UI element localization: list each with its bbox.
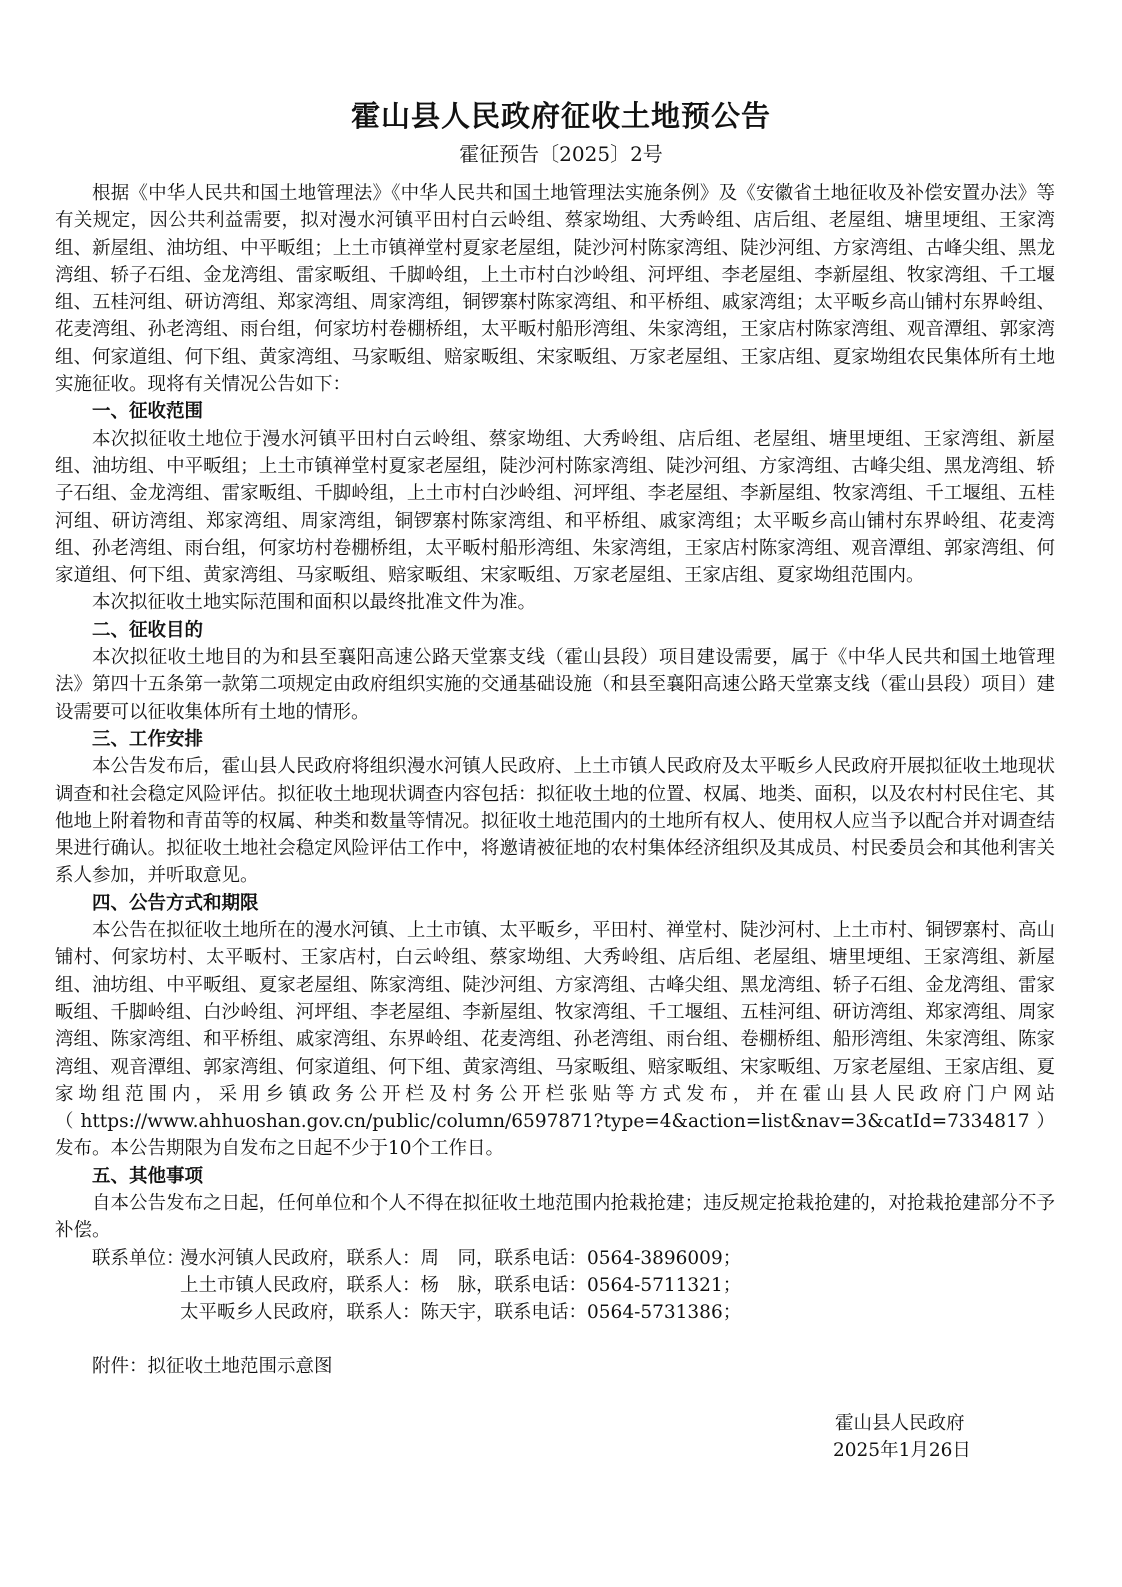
attachment-line: 附件：拟征收土地范围示意图 (92, 1356, 333, 1378)
section-heading-arrangement: 三、工作安排 (92, 728, 204, 750)
intro-paragraph: 根据《中华人民共和国土地管理法》《中华人民共和国土地管理法实施条例》及《安徽省土地征收及补偿安置办法》等有关规定，因公共利益需要，拟对漫水河镇平田村白云岭组、蔡家坳组、大秀岭组、店后组、老屋组、塘里埂组、王家湾组、新屋组、油坊组、中平畈组；上土市镇禅堂村夏家老屋组，陡沙河村陈家湾组、陡沙河组、方家湾组、古峰尖组、黑龙湾组、轿子石组、金龙湾组、雷家畈组、千脚岭组，上土市村白沙岭组、河坪组、李老屋组、李新屋组、牧家湾组、千工堰组、五桂河组、研访湾组、郑家湾组、周家湾组，铜锣寨村陈家湾组、和平桥组、戚家湾组；太平畈乡高山铺村东界岭组、花麦湾组、孙老湾组、雨台组，何家坊村卷棚桥组，太平畈村船形湾组、朱家湾组，王家店村陈家湾组、观音潭组、郭家湾组、何家道组、何下组、黄家湾组、马家畈组、赔家畈组、宋家畈组、万家老屋组、王家店组、夏家坳组农民集体所有土地实施征收。现将有关情况公告如下： (55, 183, 1055, 396)
section-heading-scope: 一、征收范围 (92, 401, 204, 423)
contact-list (55, 1245, 1055, 1327)
contact-row (55, 1272, 1055, 1299)
publication-paragraph: 本公告在拟征收土地所在的漫水河镇、上土市镇、太平畈乡，平田村、禅堂村、陡沙河村、上土市村、铜锣寨村、高山铺村、何家坊村、太平畈村、王家店村，白云岭组、蔡家坳组、大秀岭组、店后组、老屋组、塘里埂组、王家湾组、新屋组、油坊组、中平畈组、夏家老屋组、陈家湾组、陡沙河组、方家湾组、古峰尖组、黑龙湾组、轿子石组、金龙湾组、雷家畈组、千脚岭组、白沙岭组、河坪组、李老屋组、李新屋组、牧家湾组、千工堰组、五桂河组、研访湾组、郑家湾组、周家湾组、陈家湾组、和平桥组、戚家湾组、东界岭组、花麦湾组、孙老湾组、雨台组、卷棚桥组、船形湾组、朱家湾组、陈家湾组、观音潭组、郭家湾组、何家道组、何下组、黄家湾组、马家畈组、赔家畈组、宋家畈组、万家老屋组、王家店组、夏家坳组范围内，采用乡镇政务公开栏及村务公开栏张贴等方式发布，并在霍山县人民政府门户网站（https://www.ahhuoshan.gov.cn/public/column/6597871?type=4&action=list&nav=3&catId=7334817）发布。本公告期限为自发布之日起不少于10个工作日。 (55, 920, 1055, 1160)
arrangement-paragraph: 本公告发布后，霍山县人民政府将组织漫水河镇人民政府、上土市镇人民政府及太平畈乡人民政府开展拟征收土地现状调查和社会稳定风险评估。拟征收土地现状调查内容包括：拟征收土地的位置、权属、地类、面积，以及农村村民住宅、其他地上附着物和青苗等的权属、种类和数量等情况。拟征收土地范围内的土地所有权人、使用权人应当予以配合并对调查结果进行确认。拟征收土地社会稳定风险评估工作中，将邀请被征地的农村集体经济组织及其成员、村民委员会和其他利害关系人参加，并听取意见。 (55, 756, 1055, 887)
signature-organization: 霍山县人民政府 (835, 1413, 965, 1434)
document-number: 霍征预告〔2025〕2号 (459, 142, 663, 166)
scope-note-paragraph: 本次拟征收土地实际范围和面积以最终批准文件为准。 (92, 592, 537, 614)
document-title: 霍山县人民政府征收土地预公告 (350, 99, 771, 133)
contact-row (55, 1299, 1055, 1326)
contact-entry: 上土市镇人民政府，联系人：杨 脉，联系电话：0564-5711321； (180, 1274, 742, 1296)
signature-date: 2025年1月26日 (833, 1440, 971, 1461)
purpose-paragraph: 本次拟征收土地目的为和县至襄阳高速公路天堂寨支线（霍山县段）项目建设需要，属于《中华人民共和国土地管理法》第四十五条第一款第二项规定由政府组织实施的交通基础设施（和县至襄阳高速公路天堂寨支线（霍山县段）项目）建设需要可以征收集体所有土地的情形。 (55, 647, 1055, 723)
contact-row (55, 1245, 1055, 1272)
scope-paragraph: 本次拟征收土地位于漫水河镇平田村白云岭组、蔡家坳组、大秀岭组、店后组、老屋组、塘里埂组、王家湾组、新屋组、油坊组、中平畈组；上土市镇禅堂村夏家老屋组，陡沙河村陈家湾组、陡沙河组、方家湾组、古峰尖组、黑龙湾组、轿子石组、金龙湾组、雷家畈组、千脚岭组，上土市村白沙岭组、河坪组、李老屋组、李新屋组、牧家湾组、千工堰组、五桂河组、研访湾组、郑家湾组、周家湾组，铜锣寨村陈家湾组、和平桥组、戚家湾组；太平畈乡高山铺村东界岭组、花麦湾组、孙老湾组、雨台组，何家坊村卷棚桥组，太平畈村船形湾组、朱家湾组，王家店村陈家湾组、观音潭组、郭家湾组、何家道组、何下组、黄家湾组、马家畈组、赔家畈组、宋家畈组、万家老屋组、王家店组、夏家坳组范围内。 (55, 428, 1055, 587)
signature-block (800, 1410, 1020, 1464)
other-paragraph: 自本公告发布之日起，任何单位和个人不得在拟征收土地范围内抢栽抢建；违反规定抢栽抢建的，对抢栽抢建部分不予补偿。 (55, 1192, 1055, 1242)
section-heading-publication: 四、公告方式和期限 (92, 892, 259, 914)
contact-entry: 漫水河镇人民政府，联系人：周 同，联系电话：0564-3896009； (180, 1247, 742, 1269)
contact-entry: 太平畈乡人民政府，联系人：陈天宇，联系电话：0564-5731386； (180, 1302, 742, 1324)
section-heading-purpose: 二、征收目的 (92, 619, 204, 641)
document-body (55, 180, 1055, 1381)
section-heading-other: 五、其他事项 (92, 1165, 204, 1187)
contact-prefix-label: 联系单位： (92, 1247, 185, 1269)
